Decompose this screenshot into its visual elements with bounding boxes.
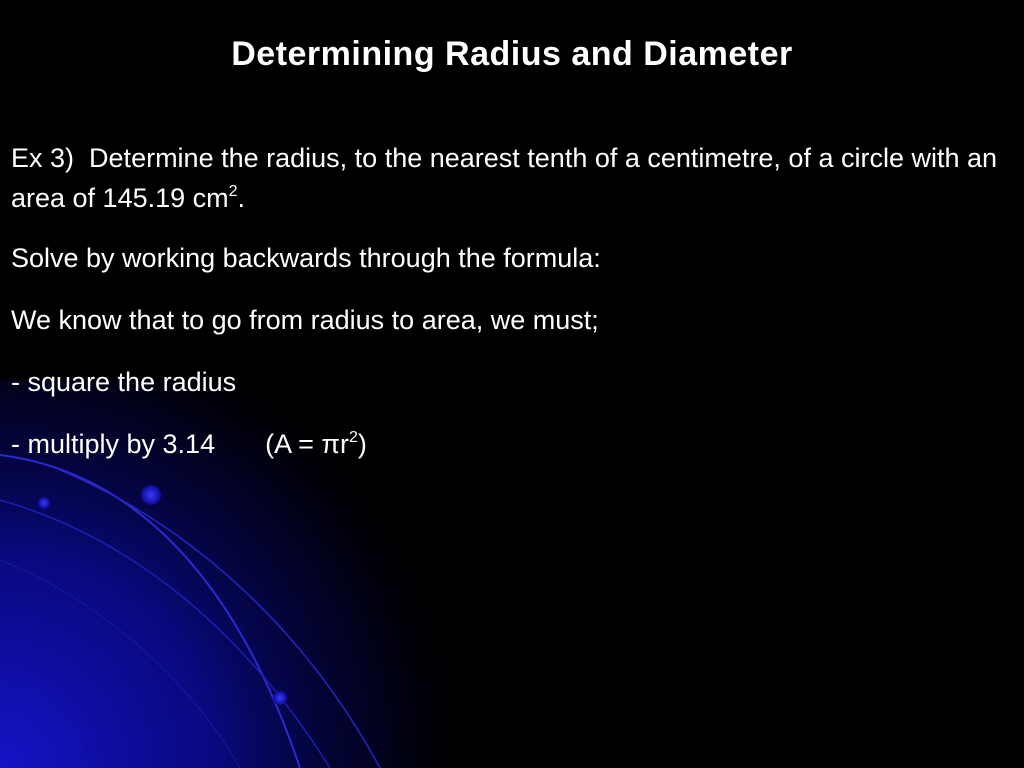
step-multiply: - multiply by 3.14	[11, 429, 216, 459]
radius-to-area-intro: We know that to go from radius to area, we must;	[11, 305, 599, 335]
solve-instruction: Solve by working backwards through the formula:	[11, 243, 601, 273]
slide-body	[11, 138, 1024, 486]
formula-text: (A = πr	[265, 429, 349, 459]
area-unit-exponent: 2	[228, 183, 238, 200]
example-text: Determine the radius, to the nearest tenth of a centimetre, of a circle with an area of 145.19 cm	[11, 143, 998, 213]
step-multiply-line	[11, 424, 1024, 464]
example-label: Ex 3)	[11, 143, 75, 173]
formula-close: )	[357, 429, 367, 459]
orb-2	[38, 497, 50, 509]
orb-1	[141, 485, 161, 505]
formula-exponent: 2	[349, 429, 358, 446]
orb-3	[273, 691, 287, 705]
step-square: - square the radius	[11, 367, 237, 397]
slide-title: Determining Radius and Diameter	[231, 35, 793, 73]
example-paragraph	[11, 138, 1024, 218]
example-end-punct: .	[237, 183, 246, 213]
